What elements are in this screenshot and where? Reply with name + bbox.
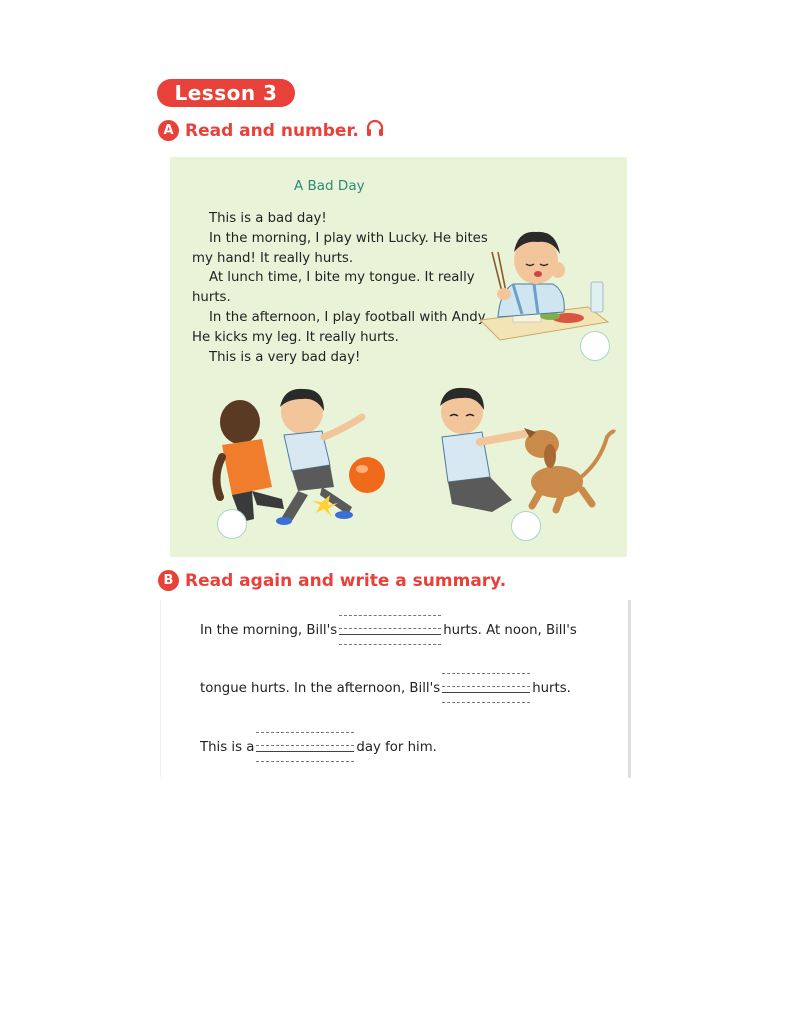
summary-line-2 <box>200 670 571 706</box>
story-paragraph: This is a very bad day! <box>209 349 361 365</box>
story-panel <box>170 157 627 557</box>
lunch-illustration <box>478 212 618 342</box>
story-paragraph: This is a bad day! <box>209 211 327 226</box>
section-b-letter: B <box>158 570 179 591</box>
section-a-header <box>158 118 385 143</box>
story-title: A Bad Day <box>294 178 365 194</box>
section-a-letter: A <box>158 120 179 141</box>
dog-illustration <box>432 382 622 527</box>
summary-line-1 <box>200 612 577 648</box>
summary-line-3 <box>200 729 437 765</box>
summary-text: day for him. <box>356 739 437 755</box>
summary-box-edge <box>628 600 631 778</box>
number-circle-dog[interactable] <box>511 511 541 541</box>
number-circle-lunch[interactable] <box>580 331 610 361</box>
story-text <box>192 209 492 367</box>
story-paragraph: In the afternoon, I play football with Andy. He kicks my leg. It really hurts. <box>192 309 488 345</box>
summary-text: hurts. <box>532 680 571 696</box>
section-a-title: Read and number. <box>185 120 359 141</box>
headphones-icon[interactable] <box>365 118 385 143</box>
story-paragraph: At lunch time, I bite my tongue. It really hurts. <box>192 270 475 306</box>
summary-blank-3[interactable] <box>256 729 354 765</box>
section-b-header <box>158 570 506 591</box>
summary-text: In the morning, Bill's <box>200 622 338 638</box>
summary-text: This is a <box>200 739 255 755</box>
lesson-badge <box>157 79 295 107</box>
summary-blank-2[interactable] <box>442 670 530 706</box>
section-b-title: Read again and write a summary. <box>185 570 507 591</box>
lesson-label: Lesson 3 <box>174 81 278 105</box>
summary-blank-1[interactable] <box>339 612 441 648</box>
story-paragraph: In the morning, I play with Lucky. He bites my hand! It really hurts. <box>192 230 488 266</box>
summary-text: tongue hurts. In the afternoon, Bill's <box>200 680 441 696</box>
number-circle-football[interactable] <box>217 509 247 539</box>
summary-text: hurts. At noon, Bill's <box>443 622 577 638</box>
